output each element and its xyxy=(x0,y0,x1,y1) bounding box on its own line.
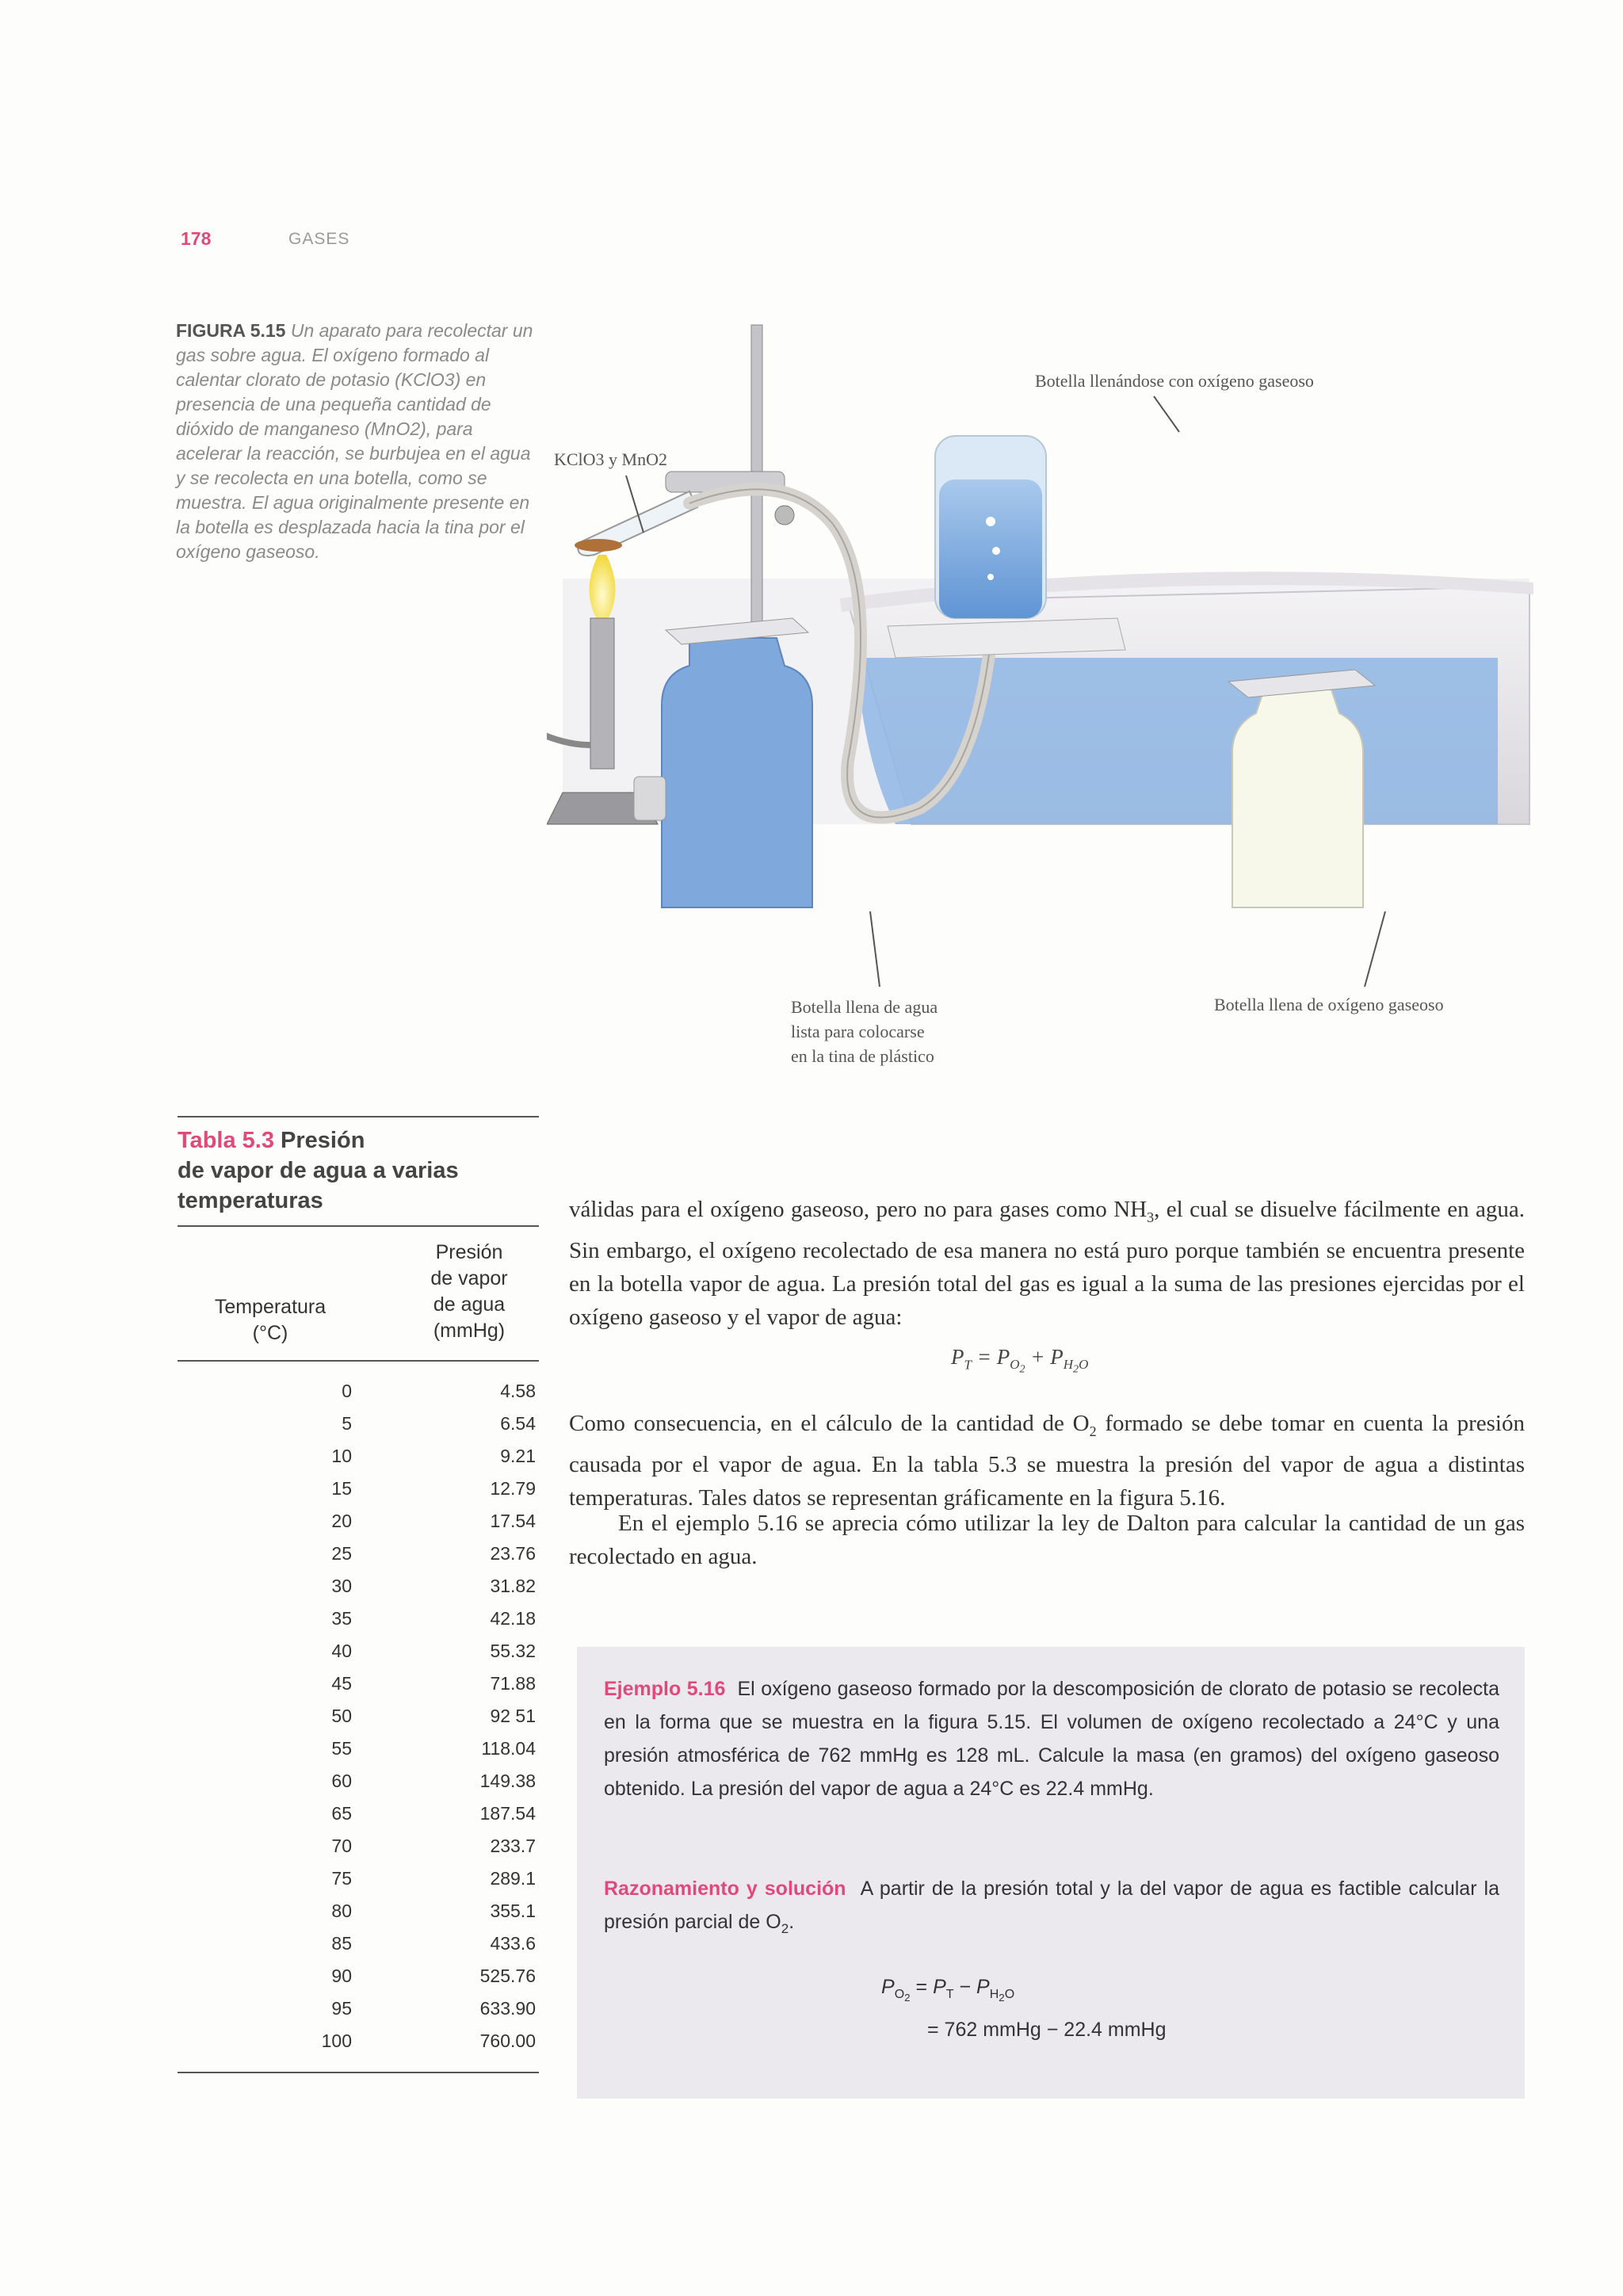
table-row xyxy=(178,1641,539,1673)
cell-temperature: 35 xyxy=(331,1608,352,1629)
cell-vapor-pressure: 4.58 xyxy=(500,1381,536,1401)
table-row xyxy=(178,1771,539,1803)
example-label: Ejemplo 5.16 xyxy=(604,1678,726,1700)
table-row xyxy=(178,1576,539,1608)
table-row xyxy=(178,1446,539,1478)
cell-temperature: 55 xyxy=(331,1738,352,1759)
table-row xyxy=(178,1511,539,1543)
table-row xyxy=(178,1836,539,1868)
cell-temperature: 70 xyxy=(331,1836,352,1856)
cell-temperature: 0 xyxy=(342,1381,352,1401)
cell-temperature: 45 xyxy=(331,1673,352,1694)
cell-vapor-pressure: 433.6 xyxy=(490,1933,536,1954)
reasoning-label: Razonamiento y solución xyxy=(604,1878,846,1900)
cell-temperature: 95 xyxy=(331,1998,352,2019)
cell-temperature: 40 xyxy=(331,1641,352,1661)
table-rule-bottom xyxy=(178,2072,539,2073)
table-row xyxy=(178,1673,539,1706)
dalton-formula: $P_T = P_{O_2} + P_{H_2O}$ xyxy=(951,1345,1089,1376)
cell-vapor-pressure: 55.32 xyxy=(490,1641,536,1661)
table-row xyxy=(178,1901,539,1933)
column-header-pressure: Presión de vapor de agua (mmHg) xyxy=(430,1241,508,1342)
cell-temperature: 75 xyxy=(331,1868,352,1889)
column-header-temperature: Temperatura (°C) xyxy=(214,1296,327,1344)
cell-temperature: 90 xyxy=(331,1966,352,1986)
leader-line xyxy=(870,911,880,987)
leader-line xyxy=(1365,911,1385,987)
cell-vapor-pressure: 12.79 xyxy=(490,1478,536,1499)
table-row xyxy=(178,1706,539,1738)
cell-vapor-pressure: 187.54 xyxy=(479,1803,536,1824)
cell-temperature: 15 xyxy=(331,1478,352,1499)
table-row xyxy=(178,1381,539,1413)
label-leader-lines xyxy=(0,0,1623,1030)
cell-vapor-pressure: 92 51 xyxy=(490,1706,536,1726)
body-paragraph-2: Como consecuencia, en el cálculo de la cantidad de $O_2$ formado se debe tomar en cuenta la presión causada por el vapor de agua. En la tabla 5.3 se muestra la presión del vapor de agua a distintas temperaturas. Tales datos se representan gráficamente en la figura 5.16. xyxy=(569,1411,1525,1511)
table-row xyxy=(178,1998,539,2030)
figure-caption-label: FIGURA 5.15 xyxy=(176,320,286,341)
section-title: GASES xyxy=(288,230,350,248)
cell-vapor-pressure: 289.1 xyxy=(490,1868,536,1889)
leader-line xyxy=(626,476,643,533)
table-row xyxy=(178,1868,539,1901)
table-row xyxy=(178,1966,539,1998)
example-text: El oxígeno gaseoso formado por la descomposición de clorato de potasio se recolecta en la forma que se muestra en la figura 5.15. El volumen de oxígeno recolectado a 24°C y una presión atmosférica de 762 mmHg es 128 mL. Calcule la masa (en gramos) del oxígeno gaseoso obtenido. La presión del vapor de agua a 24°C es 22.4 mmHg. xyxy=(604,1678,1499,1800)
cell-temperature: 30 xyxy=(331,1576,352,1596)
cell-vapor-pressure: 6.54 xyxy=(500,1413,536,1434)
cell-temperature: 5 xyxy=(342,1413,352,1434)
example-statement xyxy=(604,1672,1499,1805)
cell-vapor-pressure: 31.82 xyxy=(490,1576,536,1596)
label-gas-bottle: Botella llena de oxígeno gaseoso xyxy=(1214,995,1444,1014)
figure-caption-text: Un aparato para recolectar un gas sobre agua. El oxígeno formado al calentar clorato de potasio (KClO3) en presencia de una pequeña cantidad de dióxido de manganeso (MnO2), para acelerar la reacción, se burbujea en el agua y se recolecta en una botella, como se muestra. El agua originalmente presente en la botella es desplazada hacia la tina por el oxígeno gaseoso. xyxy=(176,320,533,562)
table-rule-header-top xyxy=(178,1225,539,1227)
body-paragraph-3: En el ejemplo 5.16 se aprecia cómo utilizar la ley de Dalton para calcular la cantidad de un gas recolectado en agua. xyxy=(569,1511,1525,1569)
table-row xyxy=(178,2030,539,2063)
cell-temperature: 60 xyxy=(331,1771,352,1791)
cell-temperature: 10 xyxy=(331,1446,352,1466)
table-rule-header-bottom xyxy=(178,1360,539,1362)
cell-temperature: 50 xyxy=(331,1706,352,1726)
label-water-bottle: Botella llena de agua lista para colocarse en la tina de plástico xyxy=(791,997,938,1066)
cell-vapor-pressure: 633.90 xyxy=(479,1998,536,2019)
table-row xyxy=(178,1543,539,1576)
example-reasoning: Razonamiento y solución A partir de la presión total y la del vapor de agua es factible calcular la presión parcial de $O_2$. xyxy=(604,1878,1499,1936)
cell-temperature: 80 xyxy=(331,1901,352,1921)
label-filling-bottle: Botella llenándose con oxígeno gaseoso xyxy=(1035,371,1314,391)
table-rule-top xyxy=(178,1116,539,1117)
body-paragraph-1: válidas para el oxígeno gaseoso, pero no para gases como $NH_3$, el cual se disuelve fácilmente en agua. Sin embargo, el oxígeno recolectado de esa manera no está puro porque también se encuentra presente en la botella vapor de agua. La presión total del gas es igual a la suma de las presiones ejercidas por el oxígeno gaseoso y el vapor de agua: xyxy=(569,1197,1525,1330)
table-row xyxy=(178,1413,539,1446)
cell-vapor-pressure: 23.76 xyxy=(490,1543,536,1564)
leader-line xyxy=(1154,396,1179,432)
table-row xyxy=(178,1608,539,1641)
cell-vapor-pressure: 233.7 xyxy=(490,1836,536,1856)
table-row xyxy=(178,1803,539,1836)
table-title: Tabla 5.3 Presión de vapor de agua a varias temperaturas xyxy=(178,1128,459,1213)
page-number: 178 xyxy=(181,228,212,249)
cell-vapor-pressure: 42.18 xyxy=(490,1608,536,1629)
cell-vapor-pressure: 17.54 xyxy=(490,1511,536,1531)
cell-temperature: 25 xyxy=(331,1543,352,1564)
cell-temperature: 85 xyxy=(331,1933,352,1954)
cell-vapor-pressure: 149.38 xyxy=(479,1771,536,1791)
equation-line-2: = 762 mmHg − 22.4 mmHg xyxy=(927,2019,1167,2041)
label-reagents: KClO3 y MnO2 xyxy=(554,449,668,469)
cell-vapor-pressure: 9.21 xyxy=(500,1446,536,1466)
equation-line-1: $P_{O_2} = P_T - P_{H_2O}$ xyxy=(881,1976,1015,2004)
cell-temperature: 65 xyxy=(331,1803,352,1824)
table-number: Tabla 5.3 xyxy=(178,1128,274,1153)
cell-vapor-pressure: 355.1 xyxy=(490,1901,536,1921)
cell-vapor-pressure: 118.04 xyxy=(481,1738,536,1759)
cell-temperature: 20 xyxy=(331,1511,352,1531)
cell-vapor-pressure: 760.00 xyxy=(479,2030,536,2051)
cell-vapor-pressure: 71.88 xyxy=(490,1673,536,1694)
cell-temperature: 100 xyxy=(321,2030,352,2051)
table-row xyxy=(178,1478,539,1511)
table-row xyxy=(178,1738,539,1771)
table-row xyxy=(178,1933,539,1966)
cell-vapor-pressure: 525.76 xyxy=(479,1966,536,1986)
